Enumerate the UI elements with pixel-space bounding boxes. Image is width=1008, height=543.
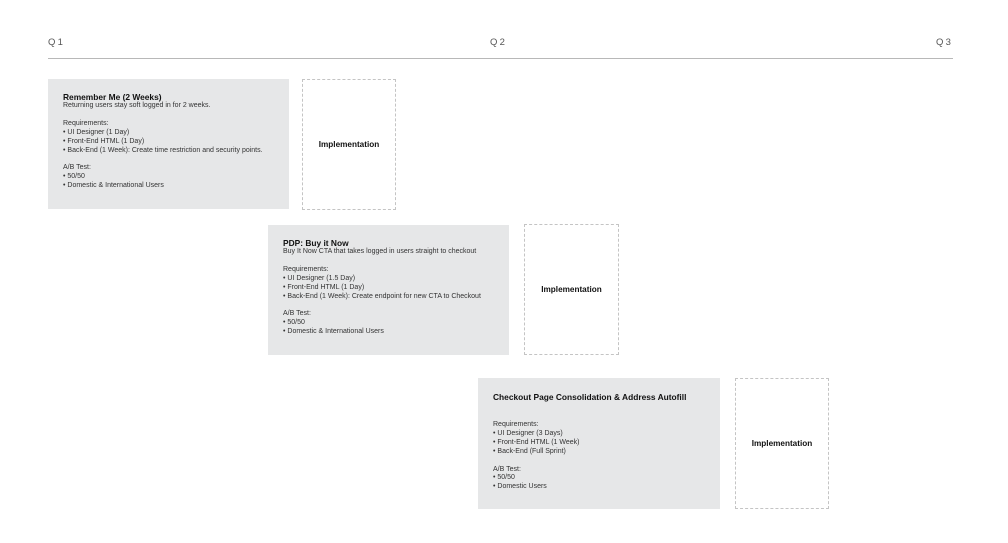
requirement-item: • UI Designer (3 Days) <box>493 429 563 437</box>
ab-test-item: • Domestic Users <box>493 483 547 491</box>
ab-test-item: • Domestic & International Users <box>63 182 164 190</box>
requirements-heading: Requirements: <box>493 421 539 428</box>
quarter-label-q1: Q1 <box>48 37 66 48</box>
requirement-item: • Back-End (1 Week): Create time restriction and security points. <box>63 146 263 154</box>
ab-test-item: • 50/50 <box>63 173 85 181</box>
requirement-item: • Front-End HTML (1 Week) <box>493 438 580 446</box>
ab-test-heading: A/B Test: <box>493 465 521 473</box>
ab-test-item: • 50/50 <box>283 319 305 327</box>
timeline-axis <box>48 58 953 59</box>
feature-card-checkout-consolidation <box>478 378 720 509</box>
requirement-item: • Back-End (1 Week): Create endpoint for new CTA to Checkout <box>283 292 481 300</box>
feature-card-buy-it-now <box>268 225 509 355</box>
ab-test-heading: A/B Test: <box>63 164 91 172</box>
requirement-item: • Back-End (Full Sprint) <box>493 447 566 455</box>
requirement-item: • Front-End HTML (1 Day) <box>283 283 365 291</box>
requirement-item: • Front-End HTML (1 Day) <box>63 137 145 145</box>
feature-description: Buy It Now CTA that takes logged in users straight to checkout <box>283 248 477 255</box>
requirements-heading: Requirements: <box>283 265 329 273</box>
feature-description <box>493 402 705 411</box>
requirement-item: • UI Designer (1.5 Day) <box>283 274 356 282</box>
requirement-item: • UI Designer (1 Day) <box>63 128 130 136</box>
ab-test-item: • 50/50 <box>493 474 515 482</box>
quarter-label-q3: Q3 <box>936 37 954 48</box>
ab-test-item: • Domestic & International Users <box>283 328 384 336</box>
quarter-label-q2: Q2 <box>490 37 508 48</box>
ab-test-heading: A/B Test: <box>283 310 311 318</box>
implementation-phase-box: Implementation <box>735 378 829 509</box>
implementation-phase-box: Implementation <box>302 79 396 210</box>
requirements-heading: Requirements: <box>63 119 109 127</box>
implementation-phase-box: Implementation <box>524 224 619 355</box>
feature-card-remember-me <box>48 79 289 209</box>
feature-title: Remember Me (2 Weeks) <box>63 92 162 102</box>
feature-title: Checkout Page Consolidation & Address Autofill <box>493 392 687 402</box>
feature-description: Returning users stay soft logged in for 2 weeks. <box>63 102 211 109</box>
feature-title: PDP: Buy it Now <box>283 238 349 248</box>
